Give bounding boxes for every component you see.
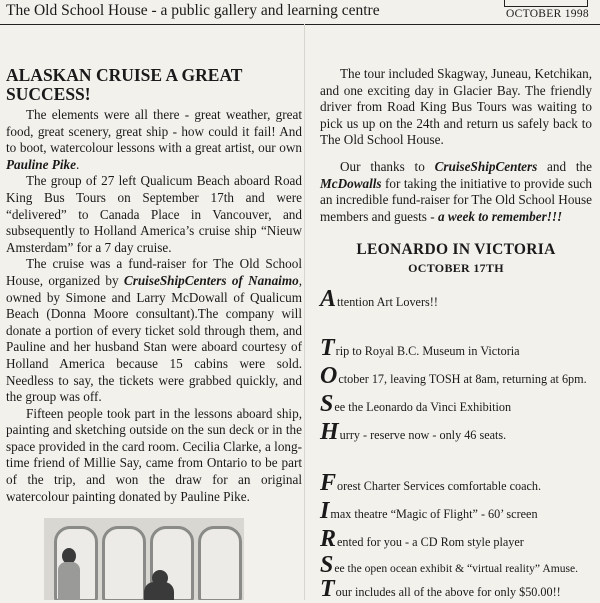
- column-divider: [304, 24, 305, 600]
- headline-line-2: SUCCESS!: [6, 84, 91, 104]
- newsletter-header: [0, 0, 600, 25]
- acrostic-line: Imax theatre “Magic of Flight” - 60’ screen: [320, 498, 538, 524]
- article-paragraph-4: Fifteen people took part in the lessons aboard ship, painting and sketching outside on the sun deck or in the space provided in the card room. Cecilia Clarke, a long-time friend of Millie Say, came from Ontario to be part of the trip, and won the draw for an original watercolour painting donated by Pauline Pike.: [6, 405, 302, 504]
- article-left-column: [6, 107, 302, 505]
- event-date: OCTOBER 17TH: [408, 261, 504, 275]
- issue-date: OCTOBER 1998: [506, 8, 589, 20]
- acrostic-line: Tour includes all of the above for only $50.00!!: [320, 576, 561, 602]
- acrostic-line: Rented for you - a CD Rom style player: [320, 526, 524, 552]
- newsletter-title: The Old School House - a public gallery and learning centre: [6, 2, 380, 19]
- photo-window: [198, 526, 242, 600]
- acrostic-line: Trip to Royal B.C. Museum in Victoria: [320, 335, 520, 361]
- photo-window: [102, 526, 146, 600]
- photo-person: [144, 582, 174, 600]
- article-paragraph-2: The group of 27 left Qualicum Beach aboard Road King Bus Tours on September 17th and were “delivered” to Canada Place in Vancouver, and subsequently to Holland America’s cruise ship “Nieuw Amsterdam” for a 7 day cruise.: [6, 173, 302, 255]
- article-paragraph-6: Our thanks to CruiseShipCenters and the McDowalls for taking the initiative to provide such an incredible fund-raiser for The Old School House members and guests - a week to remember!!!: [320, 158, 592, 224]
- headline-line-1: ALASKAN CRUISE A GREAT: [6, 65, 243, 85]
- article-paragraph-1: The elements were all there - great weather, great food, great scenery, great ship - how could it fail! And to boot, watercolour lessons with a great artist, our own Pauline Pike.: [6, 107, 302, 172]
- header-box: [504, 0, 588, 7]
- article-paragraph-3: The cruise was a fund-raiser for The Old School House, organized by CruiseShipCenters of Nanaimo, owned by Simone and Larry McDowall of Qualicum Beach (Donna Moore consultant).The company will donate a portion of every ticket sold through them, and Pauline and her husband Stan were aboard courtesy of Holland America because 15 cabins were sold. Needless to say, the tickets were grabbed quickly, and the group was off.: [6, 256, 302, 405]
- acrostic-line: Attention Art Lovers!!: [320, 286, 438, 312]
- event-title: LEONARDO IN VICTORIA: [356, 241, 556, 258]
- acrostic-line: Hurry - reserve now - only 46 seats.: [320, 419, 507, 445]
- photo-person: [58, 562, 80, 600]
- acrostic-line: October 17, leaving TOSH at 8am, returning at 6pm.: [320, 363, 587, 389]
- acrostic-line: See the Leonardo da Vinci Exhibition: [320, 391, 512, 417]
- acrostic-line: See the open ocean exhibit & “virtual reality” Amuse.: [320, 552, 579, 578]
- cruise-photo: [44, 518, 244, 600]
- article-right-column: [320, 66, 592, 225]
- article-paragraph-5: The tour included Skagway, Juneau, Ketchikan, and one exciting day in Glacier Bay. The friendly driver from Road King Bus Tours was waiting to pick us up on the 24th and return us safely back to The Old School House.: [320, 66, 592, 148]
- acrostic-line: Forest Charter Services comfortable coach.: [320, 470, 542, 496]
- article-headline: [6, 66, 296, 104]
